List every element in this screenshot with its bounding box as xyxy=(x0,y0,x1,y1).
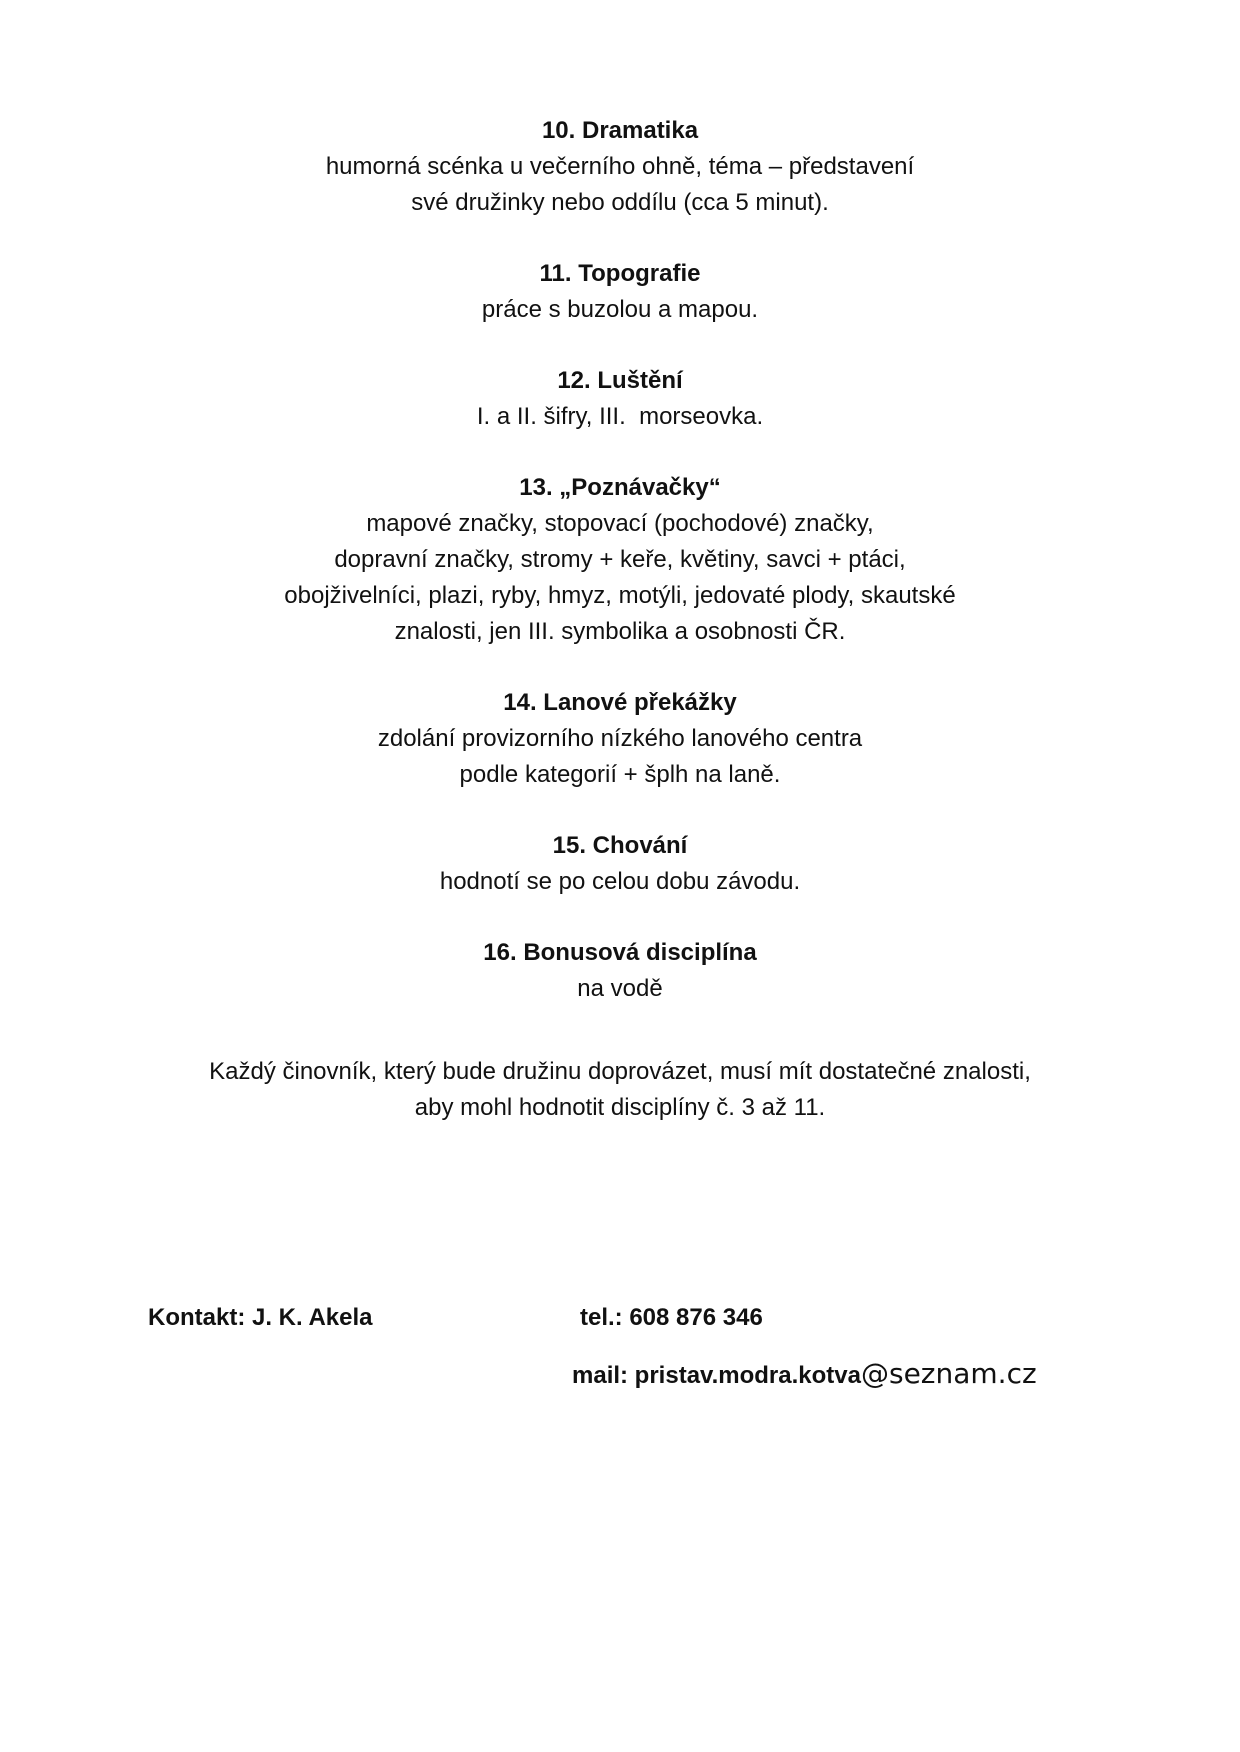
section-title: 14. Lanové překážky xyxy=(503,689,737,716)
section-line: obojživelníci, plazi, ryby, hmyz, motýli, jedovaté plody, skautské xyxy=(284,582,956,609)
section-title: 13. „Poznávačky“ xyxy=(519,474,721,501)
email-domain: @seznam.cz xyxy=(860,1357,1037,1390)
section-line: hodnotí se po celou dobu závodu. xyxy=(439,868,801,895)
disciplines-list xyxy=(0,113,1240,1042)
official-note xyxy=(0,1054,1240,1126)
section-title: 16. Bonusová disciplína xyxy=(483,939,757,966)
section-line: své družinky nebo oddílu (cca 5 minut). xyxy=(411,189,829,216)
section-14 xyxy=(0,685,1240,793)
section-title: 11. Topografie xyxy=(539,260,701,287)
section-title: 15. Chování xyxy=(552,832,688,859)
section-15 xyxy=(0,828,1240,900)
section-title: 12. Luštění xyxy=(557,367,683,394)
section-line: I. a II. šifry, III. morseovka. xyxy=(476,403,764,430)
section-line: humorná scénka u večerního ohně, téma – představení xyxy=(325,153,915,180)
section-10 xyxy=(0,113,1240,221)
section-line: dopravní značky, stromy + keře, květiny, savci + ptáci, xyxy=(334,546,906,573)
contact-name: Kontakt: J. K. Akela xyxy=(148,1304,373,1331)
email-prefix: mail: pristav.modra.kotva xyxy=(572,1362,861,1389)
note-line: aby mohl hodnotit disciplíny č. 3 až 11. xyxy=(414,1094,826,1121)
section-line: na vodě xyxy=(577,975,663,1002)
section-line: mapové značky, stopovací (pochodové) značky, xyxy=(366,510,874,537)
section-13 xyxy=(0,470,1240,650)
section-title: 10. Dramatika xyxy=(541,117,699,144)
section-line: práce s buzolou a mapou. xyxy=(481,296,759,323)
section-16 xyxy=(0,935,1240,1007)
contact-email xyxy=(572,1356,1037,1394)
section-11 xyxy=(0,256,1240,328)
section-line: podle kategorií + šplh na laně. xyxy=(459,761,781,788)
note-line: Každý činovník, který bude družinu doprovázet, musí mít dostatečné znalosti, xyxy=(209,1058,1031,1085)
section-12 xyxy=(0,363,1240,435)
section-line: znalosti, jen III. symbolika a osobnosti ČR. xyxy=(394,618,846,645)
contact-phone: tel.: 608 876 346 xyxy=(580,1304,763,1331)
section-line: zdolání provizorního nízkého lanového centra xyxy=(377,725,863,752)
